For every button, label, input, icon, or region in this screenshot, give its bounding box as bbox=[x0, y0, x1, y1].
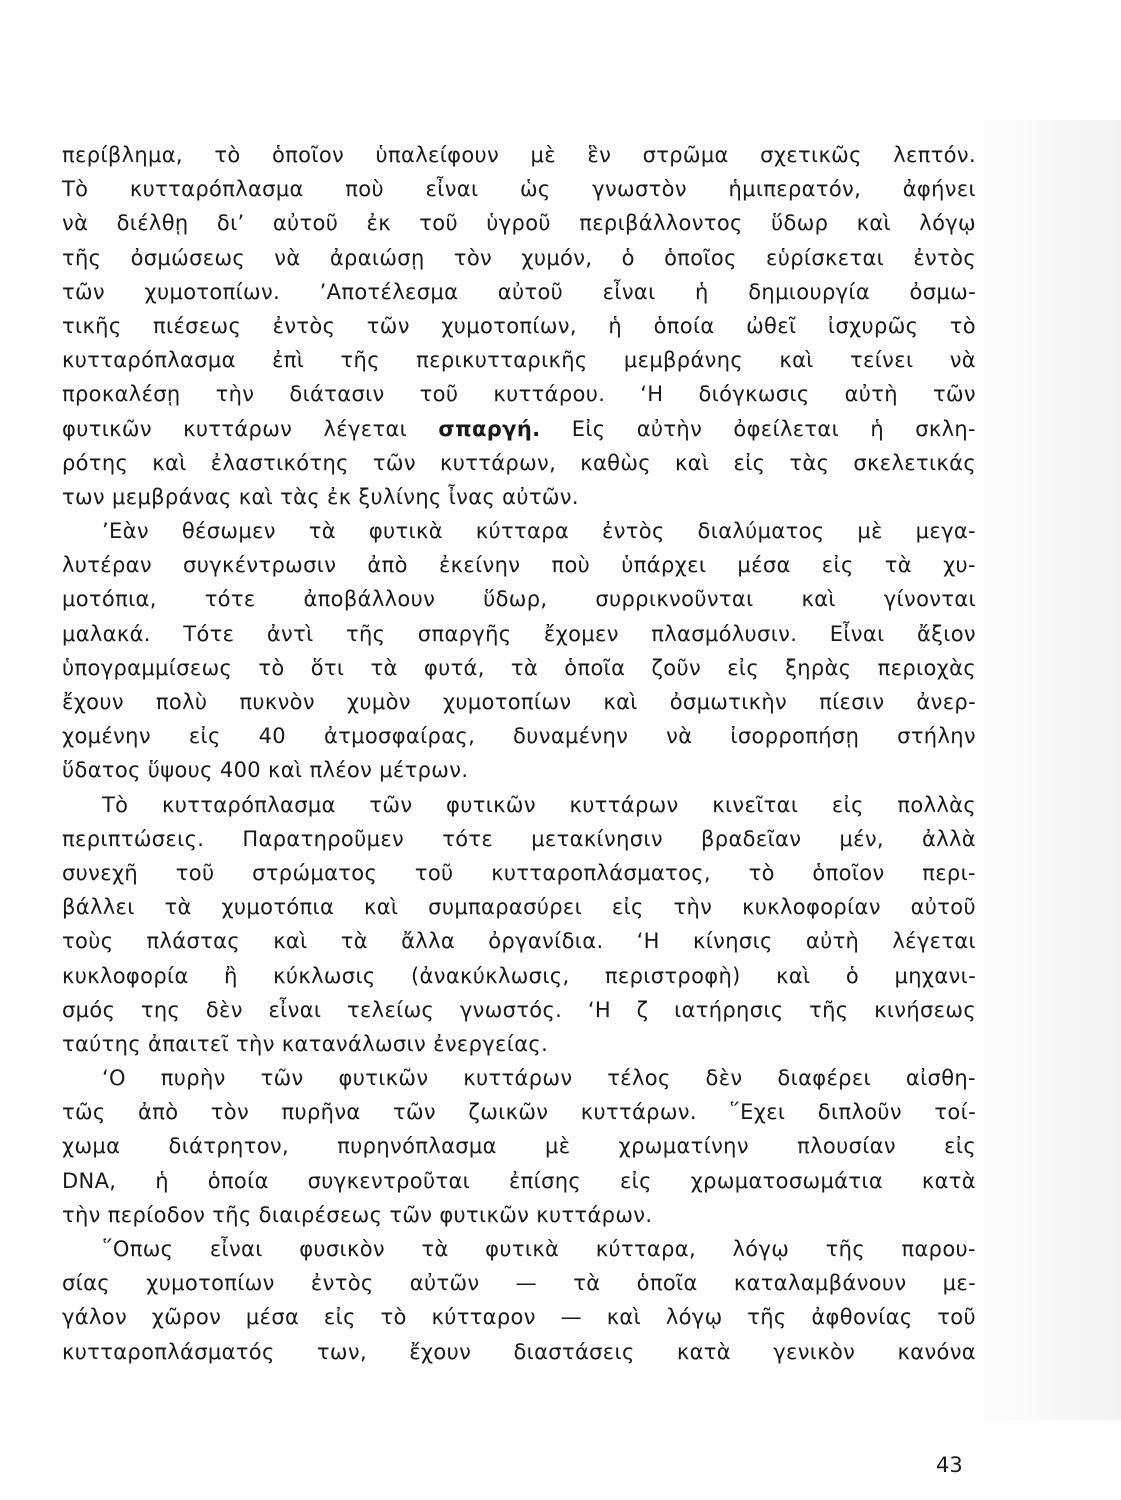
text-line: τοὺς πλάστας καὶ τὰ ἄλλα ὀργανίδια. ‘Η κίνησις αὐτὴ λέγεται bbox=[62, 929, 976, 954]
text-line: των μεμβράνας καὶ τὰς ἐκ ξυλίνης ἶνας αὐτῶν. bbox=[62, 484, 579, 509]
text-line: προκαλέσῃ τὴν διάτασιν τοῦ κυττάρου. ‘Η διόγκωσις αὐτὴ τῶν bbox=[62, 382, 976, 407]
text-line: σίας χυμοτοπίων ἐντὸς αὐτῶν — τὰ ὁποῖα καταλαμβάνουν με- bbox=[62, 1271, 976, 1296]
text-line: τῶς ἀπὸ τὸν πυρῆνα τῶν ζωικῶν κυττάρων. ῞Εχει διπλοῦν τοί- bbox=[62, 1100, 976, 1125]
text-line: Τὸ κυτταρόπλασμα ποὺ εἶναι ὡς γνωστὸν ἡμιπερατόν, ἀφήνει bbox=[62, 177, 976, 202]
text-segment: Εἰς αὐτὴν ὀφείλεται ἡ σκλη- bbox=[540, 416, 976, 441]
text-line: συνεχῆ τοῦ στρώματος τοῦ κυτταροπλάσματος, τὸ ὁποῖον περι- bbox=[62, 860, 976, 885]
text-line: βάλλει τὰ χυμοτόπια καὶ συμπαρασύρει εἰς τὴν κυκλοφορίαν αὐτοῦ bbox=[62, 895, 976, 920]
text-line: ὕδατος ὕψους 400 καὶ πλέον μέτρων. bbox=[62, 758, 469, 783]
text-line: κυτταρόπλασμα ἐπὶ τῆς περικυτταρικῆς μεμβράνης καὶ τείνει νὰ bbox=[62, 348, 976, 373]
text-line: τὴν περίοδον τῆς διαιρέσεως τῶν φυτικῶν κυττάρων. bbox=[62, 1202, 653, 1227]
text-line: λυτέραν συγκέντρωσιν ἀπὸ ἐκείνην ποὺ ὑπάρχει μέσα εἰς τὰ χυ- bbox=[62, 553, 976, 578]
text-line: χωμα διάτρητον, πυρηνόπλασμα μὲ χρωματίνην πλουσίαν εἰς bbox=[62, 1134, 976, 1159]
text-line: κυτταροπλάσματός των, ἔχουν διαστάσεις κατὰ γενικὸν κανόνα bbox=[62, 1339, 976, 1364]
text-line: μοτόπια, τότε ἀποβάλλουν ὕδωρ, συρρικνοῦνται καὶ γίνονται bbox=[62, 587, 976, 612]
text-line: ρότης καὶ ἐλαστικότης τῶν κυττάρων, καθὼς καὶ εἰς τὰς σκελετικάς bbox=[62, 450, 976, 475]
text-line: Τὸ κυτταρόπλασμα τῶν φυτικῶν κυττάρων κινεῖται εἰς πολλὰς bbox=[102, 792, 976, 817]
text-line: ’Εὰν θέσωμεν τὰ φυτικὰ κύτταρα ἐντὸς διαλύματος μὲ μεγα- bbox=[102, 519, 976, 544]
text-line: νὰ διέλθῃ δι’ αὐτοῦ ἐκ τοῦ ὑγροῦ περιβάλλοντος ὕδωρ καὶ λόγῳ bbox=[62, 211, 976, 236]
text-line: κυκλοφορία ἢ κύκλωσις (ἀνακύκλωσις, περιστροφὴ) καὶ ὁ μηχανι- bbox=[62, 963, 976, 988]
text-line: περιπτώσεις. Παρατηροῦμεν τότε μετακίνησιν βραδεῖαν μέν, ἀλλὰ bbox=[62, 826, 976, 851]
text-line: περίβλημα, τὸ ὁποῖον ὑπαλείφουν μὲ ἓν στρῶμα σχετικῶς λεπτόν. bbox=[62, 143, 976, 167]
text-line bbox=[62, 412, 976, 446]
text-segment: φυτικῶν κυττάρων λέγεται bbox=[62, 416, 439, 441]
text-line: τικῆς πιέσεως ἐντὸς τῶν χυμοτοπίων, ἡ ὁποία ὠθεῖ ἰσχυρῶς τὸ bbox=[62, 313, 976, 338]
text-line: μαλακά. Τότε ἀντὶ τῆς σπαργῆς ἔχομεν πλασμόλυσιν. Εἶναι ἄξιον bbox=[62, 621, 976, 646]
emphasized-term: σπαργή. bbox=[438, 416, 541, 441]
text-line: DNA, ἡ ὁποία συγκεντροῦται ἐπίσης εἰς χρωματοσωμάτια κατὰ bbox=[62, 1168, 976, 1193]
text-line: ταύτης ἀπαιτεῖ τὴν κατανάλωσιν ἐνεργείας. bbox=[62, 1031, 549, 1056]
page-edge-shadow bbox=[978, 120, 1121, 1420]
page-number: 43 bbox=[936, 1453, 963, 1477]
body-text bbox=[62, 138, 976, 1369]
text-line: γάλον χῶρον μέσα εἰς τὸ κύτταρον — καὶ λόγῳ τῆς ἀφθονίας τοῦ bbox=[62, 1305, 976, 1330]
text-line: σμός της δὲν εἶναι τελείως γνωστός. ‘Η ζ ιατήρησις τῆς κινήσεως bbox=[62, 997, 976, 1022]
text-line: ‘Ο πυρὴν τῶν φυτικῶν κυττάρων τέλος δὲν διαφέρει αἰσθη- bbox=[102, 1066, 976, 1091]
text-line: ἔχουν πολὺ πυκνὸν χυμὸν χυμοτοπίων καὶ ὀσμωτικὴν πίεσιν ἀνερ- bbox=[62, 690, 976, 714]
text-line: ῞Οπως εἶναι φυσικὸν τὰ φυτικὰ κύτταρα, λόγῳ τῆς παρου- bbox=[102, 1237, 976, 1261]
text-line: τῶν χυμοτοπίων. ’Αποτέλεσμα αὐτοῦ εἶναι ἡ δημιουργία ὀσμω- bbox=[62, 279, 976, 304]
text-line: ὑπογραμμίσεως τὸ ὅτι τὰ φυτά, τὰ ὁποῖα ζοῦν εἰς ξηρὰς περιοχὰς bbox=[62, 655, 976, 680]
text-line: χομένην εἰς 40 ἀτμοσφαίρας, δυναμένην νὰ ἰσορροπήσῃ στήλην bbox=[62, 724, 976, 749]
text-line: τῆς ὀσμώσεως νὰ ἀραιώσῃ τὸν χυμόν, ὁ ὁποῖος εὑρίσκεται ἐντὸς bbox=[62, 245, 976, 270]
